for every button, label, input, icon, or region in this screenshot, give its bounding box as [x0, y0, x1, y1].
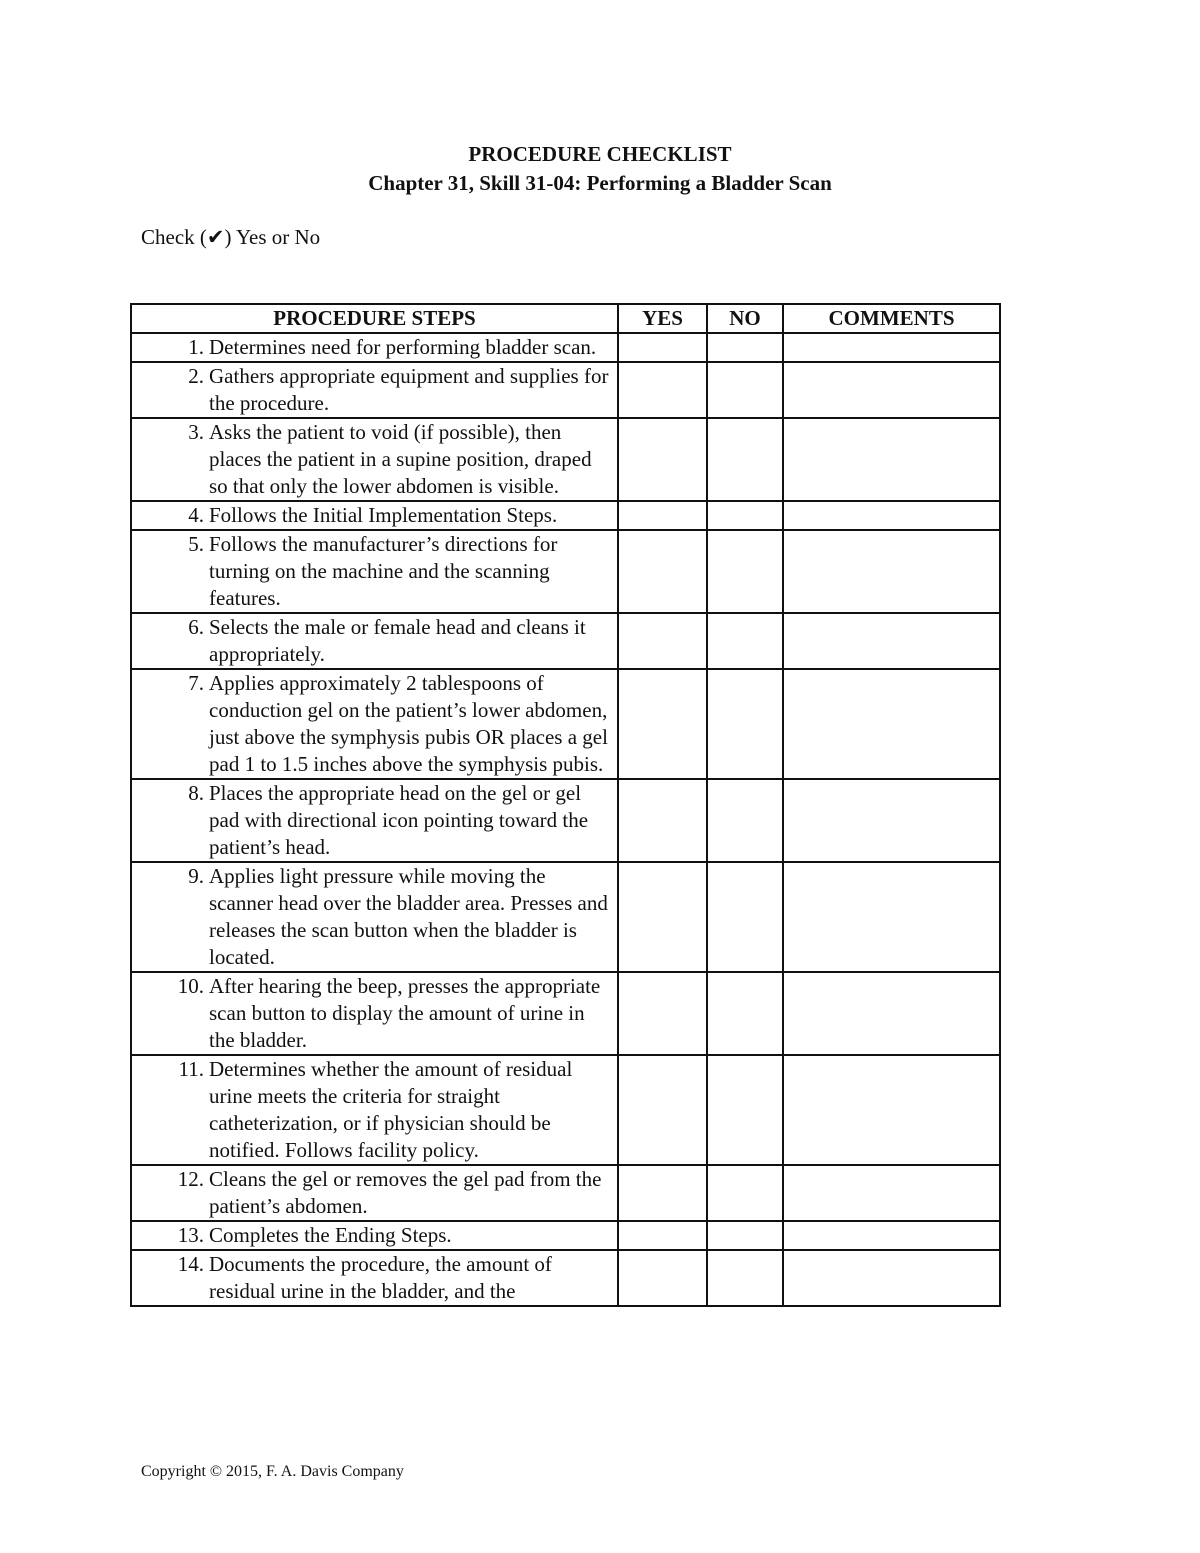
- step-text: Documents the procedure, the amount of residual urine in the bladder, and the: [209, 1252, 552, 1303]
- step-number: 13.: [177, 1223, 204, 1247]
- procedure-step-cell: [131, 669, 618, 779]
- procedure-checklist-table: [130, 303, 1001, 1307]
- copyright-notice: Copyright © 2015, F. A. Davis Company: [141, 1463, 404, 1480]
- step-number: 3.: [188, 420, 204, 444]
- step-number: 12.: [177, 1167, 204, 1191]
- title-block: [0, 140, 1200, 198]
- procedure-step: [132, 670, 617, 778]
- step-text: Places the appropriate head on the gel or gel pad with directional icon pointing toward the patient’s head.: [209, 781, 589, 859]
- procedure-step: [132, 1166, 617, 1220]
- procedure-step-cell: [131, 972, 618, 1055]
- table-row: [131, 669, 1000, 779]
- no-check-cell[interactable]: [707, 1250, 783, 1306]
- procedure-step-cell: [131, 862, 618, 972]
- step-text: Gathers appropriate equipment and supplies for the procedure.: [209, 364, 609, 415]
- no-check-cell[interactable]: [707, 530, 783, 613]
- comments-cell[interactable]: [783, 530, 1000, 613]
- no-check-cell[interactable]: [707, 972, 783, 1055]
- table-row: [131, 530, 1000, 613]
- header-procedure-steps: PROCEDURE STEPS: [131, 304, 618, 333]
- yes-check-cell[interactable]: [618, 501, 707, 530]
- table-row: [131, 1221, 1000, 1250]
- procedure-step: [132, 419, 617, 500]
- procedure-step: [132, 363, 617, 417]
- comments-cell[interactable]: [783, 1250, 1000, 1306]
- procedure-step-cell: [131, 1055, 618, 1165]
- procedure-step: [132, 502, 617, 529]
- yes-check-cell[interactable]: [618, 1165, 707, 1221]
- step-number: 9.: [188, 864, 204, 888]
- comments-cell[interactable]: [783, 362, 1000, 418]
- no-check-cell[interactable]: [707, 501, 783, 530]
- no-check-cell[interactable]: [707, 779, 783, 862]
- table-row: [131, 613, 1000, 669]
- procedure-step-cell: [131, 418, 618, 501]
- procedure-step: [132, 1056, 617, 1164]
- no-check-cell[interactable]: [707, 1055, 783, 1165]
- procedure-step-cell: [131, 501, 618, 530]
- header-yes: YES: [618, 304, 707, 333]
- no-check-cell[interactable]: [707, 613, 783, 669]
- table-row: [131, 972, 1000, 1055]
- yes-check-cell[interactable]: [618, 613, 707, 669]
- step-number: 10.: [177, 974, 204, 998]
- step-text: Follows the manufacturer’s directions for turning on the machine and the scanning features.: [209, 532, 558, 610]
- no-check-cell[interactable]: [707, 333, 783, 362]
- step-number: 5.: [188, 532, 204, 556]
- procedure-step-cell: [131, 333, 618, 362]
- procedure-step: [132, 863, 617, 971]
- step-text: Asks the patient to void (if possible), then places the patient in a supine position, draped so that only the lower abdomen is visible.: [209, 420, 592, 498]
- procedure-step: [132, 780, 617, 861]
- comments-cell[interactable]: [783, 333, 1000, 362]
- comments-cell[interactable]: [783, 418, 1000, 501]
- step-number: 6.: [188, 615, 204, 639]
- comments-cell[interactable]: [783, 1165, 1000, 1221]
- yes-check-cell[interactable]: [618, 1221, 707, 1250]
- yes-check-cell[interactable]: [618, 333, 707, 362]
- step-text: Selects the male or female head and cleans it appropriately.: [209, 615, 586, 666]
- table-row: [131, 862, 1000, 972]
- table-row: [131, 1250, 1000, 1306]
- comments-cell[interactable]: [783, 613, 1000, 669]
- yes-check-cell[interactable]: [618, 669, 707, 779]
- table-row: [131, 362, 1000, 418]
- step-number: 4.: [188, 503, 204, 527]
- yes-check-cell[interactable]: [618, 779, 707, 862]
- step-text: After hearing the beep, presses the appropriate scan button to display the amount of urine in the bladder.: [209, 974, 601, 1052]
- procedure-step: [132, 1222, 617, 1249]
- step-text: Applies approximately 2 tablespoons of conduction gel on the patient’s lower abdomen, just above the symphysis pubis OR places a gel pad 1 to 1.5 inches above the symphysis pubis.: [209, 671, 608, 776]
- yes-check-cell[interactable]: [618, 972, 707, 1055]
- table-row: [131, 1165, 1000, 1221]
- step-text: Follows the Initial Implementation Steps.: [209, 503, 558, 527]
- comments-cell[interactable]: [783, 779, 1000, 862]
- header-no: NO: [707, 304, 783, 333]
- step-text: Cleans the gel or removes the gel pad from the patient’s abdomen.: [209, 1167, 602, 1218]
- procedure-step-cell: [131, 1250, 618, 1306]
- step-text: Determines need for performing bladder scan.: [209, 335, 597, 359]
- step-number: 8.: [188, 781, 204, 805]
- procedure-step-cell: [131, 530, 618, 613]
- step-number: 1.: [188, 335, 204, 359]
- yes-check-cell[interactable]: [618, 418, 707, 501]
- procedure-step: [132, 334, 617, 361]
- comments-cell[interactable]: [783, 1055, 1000, 1165]
- comments-cell[interactable]: [783, 669, 1000, 779]
- no-check-cell[interactable]: [707, 418, 783, 501]
- yes-check-cell[interactable]: [618, 362, 707, 418]
- checklist-body: [131, 333, 1000, 1306]
- step-number: 14.: [177, 1252, 204, 1276]
- procedure-step: [132, 1251, 617, 1305]
- table-row: [131, 333, 1000, 362]
- no-check-cell[interactable]: [707, 669, 783, 779]
- yes-check-cell[interactable]: [618, 1250, 707, 1306]
- table-row: [131, 501, 1000, 530]
- table-row: [131, 418, 1000, 501]
- step-text: Completes the Ending Steps.: [209, 1223, 452, 1247]
- procedure-step: [132, 614, 617, 668]
- no-check-cell[interactable]: [707, 362, 783, 418]
- no-check-cell[interactable]: [707, 1165, 783, 1221]
- comments-cell[interactable]: [783, 1221, 1000, 1250]
- header-comments: COMMENTS: [783, 304, 1000, 333]
- procedure-step-cell: [131, 1221, 618, 1250]
- step-number: 7.: [188, 671, 204, 695]
- table-row: [131, 779, 1000, 862]
- step-number: 2.: [188, 364, 204, 388]
- table-header-row: [131, 304, 1000, 333]
- procedure-step-cell: [131, 362, 618, 418]
- procedure-step: [132, 973, 617, 1054]
- step-text: Applies light pressure while moving the scanner head over the bladder area. Presses and releases the scan button when the bladder is located.: [209, 864, 608, 969]
- procedure-step: [132, 531, 617, 612]
- comments-cell[interactable]: [783, 862, 1000, 972]
- yes-check-cell[interactable]: [618, 530, 707, 613]
- comments-cell[interactable]: [783, 501, 1000, 530]
- procedure-step-cell: [131, 613, 618, 669]
- page-subtitle: Chapter 31, Skill 31-04: Performing a Bladder Scan: [368, 171, 832, 195]
- table-row: [131, 1055, 1000, 1165]
- yes-check-cell[interactable]: [618, 1055, 707, 1165]
- comments-cell[interactable]: [783, 972, 1000, 1055]
- procedure-step-cell: [131, 1165, 618, 1221]
- no-check-cell[interactable]: [707, 1221, 783, 1250]
- no-check-cell[interactable]: [707, 862, 783, 972]
- step-text: Determines whether the amount of residual urine meets the criteria for straight catheterization, or if physician should be notified. Follows facility policy.: [209, 1057, 573, 1162]
- procedure-step-cell: [131, 779, 618, 862]
- step-number: 11.: [178, 1057, 204, 1081]
- yes-check-cell[interactable]: [618, 862, 707, 972]
- check-instructions: Check (✔) Yes or No: [141, 225, 321, 249]
- page-title: PROCEDURE CHECKLIST: [468, 142, 732, 166]
